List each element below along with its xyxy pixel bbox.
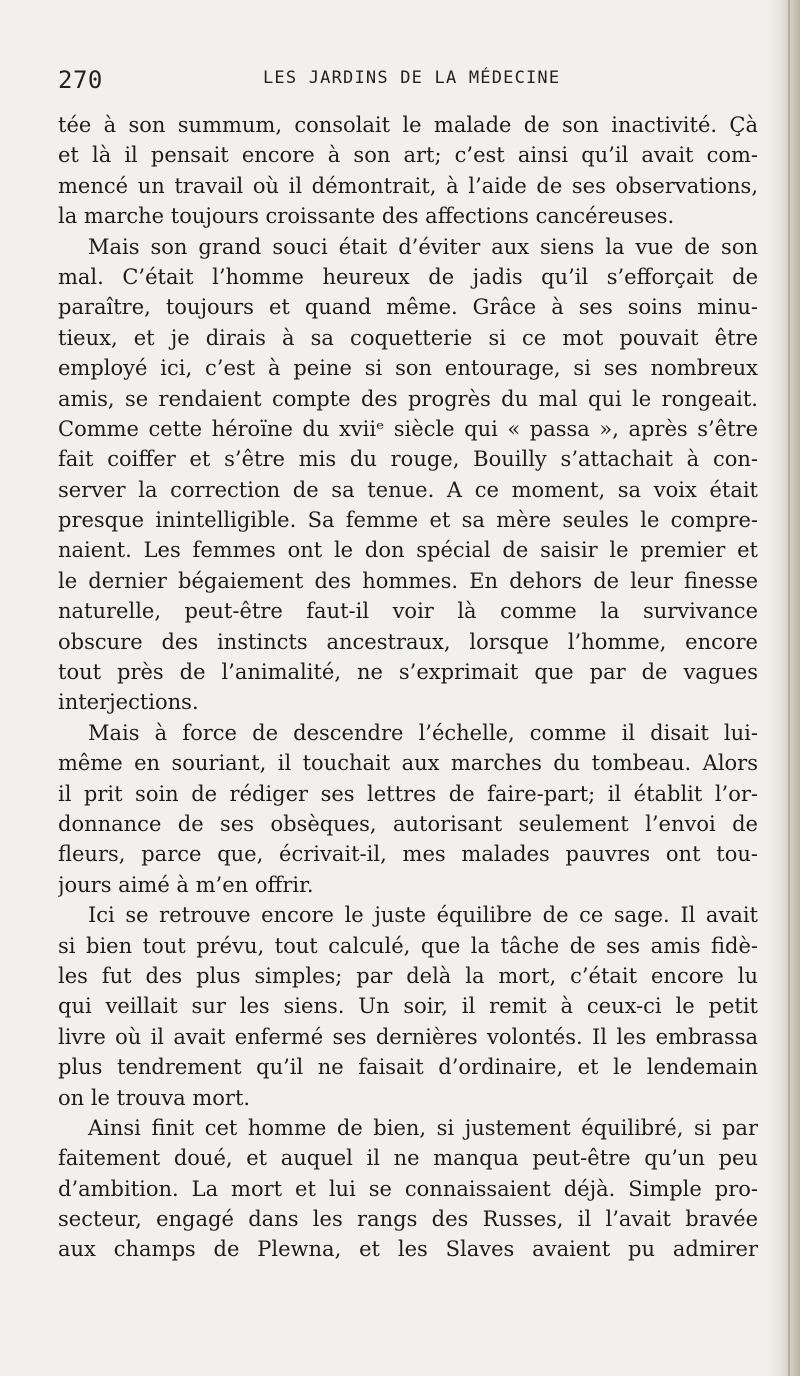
text-line: paraître, toujours et quand même. Grâce à ses soins minu- bbox=[58, 295, 758, 320]
text-line: tieux, et je dirais à sa coquetterie si ce mot pouvait être bbox=[58, 325, 758, 350]
text-line: tée à son summum, consolait le malade de son inactivité. Çà bbox=[58, 113, 758, 137]
page-number: 270 bbox=[58, 66, 103, 94]
text-line: server la correction de sa tenue. A ce moment, sa voix était bbox=[58, 477, 758, 502]
text-line: Ici se retrouve encore le juste équilibre de ce sage. Il avait bbox=[88, 903, 758, 928]
text-line: naient. Les femmes ont le don spécial de saisir le premier et bbox=[58, 538, 758, 563]
text-line: le dernier bégaiement des hommes. En dehors de leur finesse bbox=[58, 568, 758, 593]
text-line: il prit soin de rédiger ses lettres de faire-part; il établit l’or- bbox=[58, 781, 758, 806]
text-line: jours aimé à m’en offrir. bbox=[58, 872, 314, 897]
text-line: fleurs, parce que, écrivait-il, mes malades pauvres ont tou- bbox=[58, 842, 758, 867]
text-line: la marche toujours croissante des affections cancéreuses. bbox=[58, 204, 675, 229]
text-line: livre où il avait enfermé ses dernières volontés. Il les embrassa bbox=[58, 1024, 758, 1049]
text-line: Mais son grand souci était d’éviter aux siens la vue de son bbox=[88, 234, 758, 259]
text-line: Ainsi finit cet homme de bien, si justement équilibré, si par bbox=[88, 1115, 758, 1140]
text-line: les fut des plus simples; par delà la mort, c’était encore lu bbox=[58, 963, 758, 988]
text-line: mal. C’était l’homme heureux de jadis qu’il s’efforçait de bbox=[58, 264, 758, 289]
text-line: fait coiffer et s’être mis du rouge, Bouilly s’attachait à con- bbox=[58, 447, 758, 472]
text-line: presque inintelligible. Sa femme et sa mère seules le compre- bbox=[58, 508, 758, 533]
text-line: tout près de l’animalité, ne s’exprimait que par de vagues bbox=[58, 660, 758, 685]
page-header bbox=[58, 66, 748, 96]
text-line: naturelle, peut-être faut-il voir là comme la survivance bbox=[58, 599, 758, 624]
text-line: et là il pensait encore à son art; c’est ainsi qu’il avait com- bbox=[58, 143, 758, 168]
text-line: faitement doué, et auquel il ne manqua peut-être qu’un peu bbox=[58, 1146, 758, 1171]
text-line: qui veillait sur les siens. Un soir, il remit à ceux-ci le petit bbox=[58, 994, 758, 1019]
page-edge-shadow bbox=[766, 0, 800, 1376]
text-line: d’ambition. La mort et lui se connaissaient déjà. Simple pro- bbox=[58, 1176, 758, 1201]
text-line: donnance de ses obsèques, autorisant seulement l’envoi de bbox=[58, 811, 758, 836]
text-line: mencé un travail où il démontrait, à l’aide de ses observations, bbox=[58, 173, 758, 198]
text-line: même en souriant, il touchait aux marches du tombeau. Alors bbox=[58, 751, 758, 776]
text-line: si bien tout prévu, tout calculé, que la tâche de ses amis fidè- bbox=[58, 933, 758, 958]
page-edge-line bbox=[788, 0, 790, 1376]
text-line: Comme cette héroïne du xviiᵉ siècle qui « passa », après s’être bbox=[58, 416, 758, 441]
text-line: aux champs de Plewna, et les Slaves avaient pu admirer bbox=[58, 1237, 758, 1262]
text-line: secteur, engagé dans les rangs des Russes, il l’avait bravée bbox=[58, 1207, 758, 1232]
text-line: on le trouva mort. bbox=[58, 1085, 251, 1110]
text-line: amis, se rendaient compte des progrès du mal qui le rongeait. bbox=[58, 386, 758, 411]
body-text bbox=[58, 110, 758, 1265]
running-head: LES JARDINS DE LA MÉDECINE bbox=[263, 68, 561, 88]
text-line: interjections. bbox=[58, 690, 199, 715]
text-line: plus tendrement qu’il ne faisait d’ordinaire, et le lendemain bbox=[58, 1055, 758, 1080]
text-line: obscure des instincts ancestraux, lorsque l’homme, encore bbox=[58, 629, 758, 654]
text-line: employé ici, c’est à peine si son entourage, si ses nombreux bbox=[58, 356, 758, 381]
text-line: Mais à force de descendre l’échelle, comme il disait lui- bbox=[88, 720, 758, 745]
